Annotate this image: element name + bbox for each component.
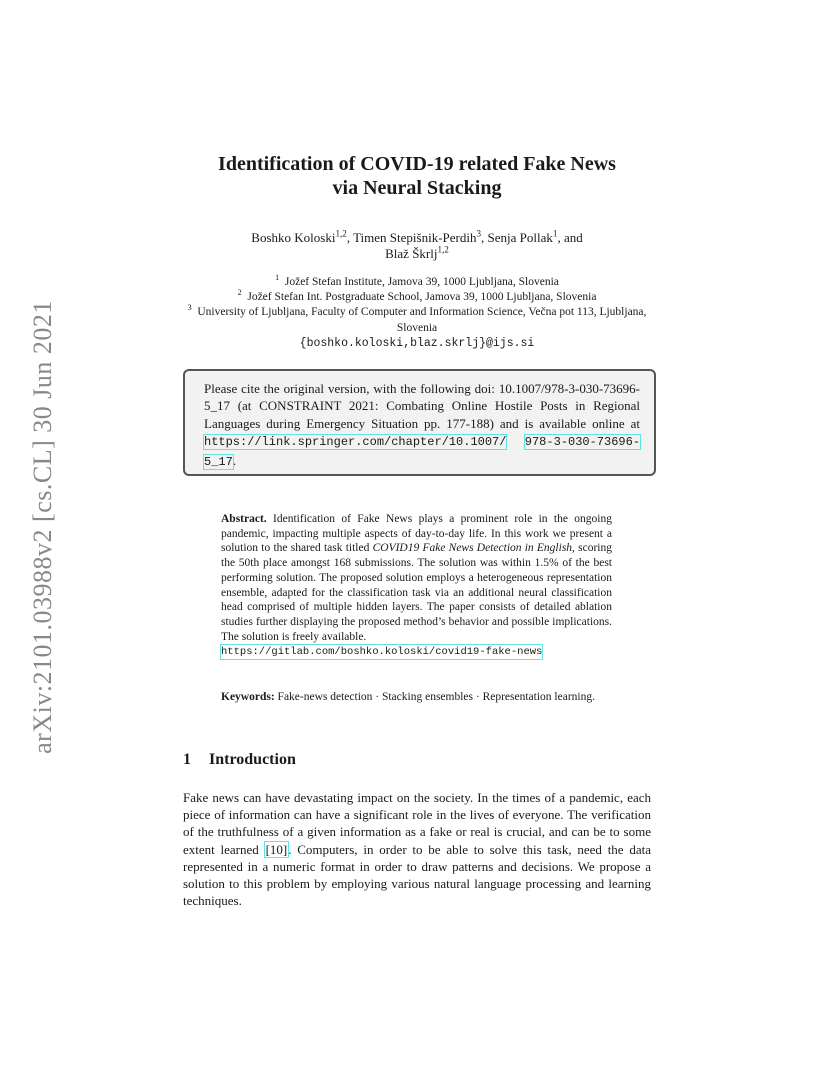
- author-list: [180, 230, 654, 262]
- affiliation-3: [170, 305, 664, 335]
- keywords: [221, 690, 612, 705]
- author-name: Boshko Koloski: [251, 230, 336, 245]
- abstract-label: Abstract.: [221, 513, 267, 525]
- citation-notice-box: [183, 369, 656, 476]
- author-name: , Timen Stepišnik-Perdih: [346, 230, 477, 245]
- affiliation-text: University of Ljubljana, Faculty of Computer and Information Science, Večna pot 113, Ljubljana, Slovenia: [197, 306, 647, 334]
- introduction-paragraph: [183, 789, 651, 909]
- abstract-text-continued: , scoring the 50th place amongst 168 submissions. The solution was within 1.5% of the best performing solution. The proposed solution employs a heterogeneous representation ensemble, adapted for the classification task via an additional neural classification head comprised of multiple hidden layers. The paper consists of detailed ablation studies further displaying the proposed method’s behavior and possible implications. The solution is freely available.: [221, 542, 613, 643]
- intro-text: Fake news can have devastating impact on the society. In the times of a pandemic, each piece of information can have a significant role in the lives of everyone. The verification of the truthfulness of a given information as a fake or real is crucial, and can be to some extent learned: [183, 790, 651, 857]
- keywords-label: Keywords:: [221, 691, 275, 703]
- author-conjunction: , and: [557, 230, 583, 245]
- section-number: 1: [183, 751, 191, 768]
- author-affil-sup: 1,2: [335, 228, 347, 239]
- abstract: [221, 512, 612, 659]
- affiliation-2: [170, 290, 664, 305]
- author-affil-sup: 3: [476, 228, 482, 239]
- affiliation-sup: 3: [187, 303, 192, 313]
- abstract-text: Identification of Fake News plays a prominent role in the ongoing pandemic, impacting multiple aspects of day-to-day life. In this work we present a solution to the shared task titled: [221, 513, 612, 555]
- reference-link[interactable]: [10]: [265, 841, 288, 857]
- affiliation-sup: 2: [237, 288, 242, 298]
- arxiv-identifier-stamp: arXiv:2101.03988v2 [cs.CL] 30 Jun 2021: [28, 300, 57, 754]
- section-heading-introduction: [183, 750, 296, 770]
- citation-notice-end: .: [232, 452, 237, 468]
- springer-link[interactable]: https://link.springer.com/chapter/10.1007/: [204, 435, 507, 450]
- paper-title: [150, 152, 684, 200]
- affiliation-1: [170, 275, 664, 290]
- intro-text-continued: . Computers, in order to be able to solve this task, need the data represented in a numeric format in order to draw patterns and decisions. We propose a solution to this problem by employing various natural language processing and learning techniques.: [183, 841, 651, 909]
- author-name: , Senja Pollak: [481, 230, 553, 245]
- title-line-2: via Neural Stacking: [332, 177, 502, 199]
- gitlab-repository-link[interactable]: https://gitlab.com/boshko.koloski/covid19-fake-news: [221, 646, 543, 659]
- affiliation-text: Jožef Stefan Institute, Jamova 39, 1000 Ljubljana, Slovenia: [284, 276, 559, 288]
- shared-task-title: COVID19 Fake News Detection in English: [372, 542, 573, 555]
- keywords-text: Fake-news detection · Stacking ensembles · Representation learning.: [274, 691, 595, 703]
- affiliations: [170, 275, 664, 351]
- citation-notice-text: Please cite the original version, with the following doi: 10.1007/978-3-030-73696-5_17 (at CONSTRAINT 2021: Combating Online Hostile Posts in Regional Languages during Emergency Situation pp. 177-188) and is available online at: [204, 381, 640, 431]
- springer-link-continued[interactable]: 978-3-030-73696-5_17: [204, 435, 640, 469]
- section-title: Introduction: [209, 751, 296, 768]
- author-emails: {boshko.koloski,blaz.skrlj}@ijs.si: [299, 336, 535, 350]
- affiliation-text: Jožef Stefan Int. Postgraduate School, Jamova 39, 1000 Ljubljana, Slovenia: [247, 291, 597, 304]
- author-affil-sup: 1,2: [437, 244, 449, 255]
- author-affil-sup: 1: [552, 228, 558, 239]
- title-line-1: Identification of COVID-19 related Fake News: [218, 153, 616, 175]
- author-line-1: [180, 230, 654, 246]
- affiliation-sup: 1: [275, 273, 280, 283]
- author-line-2: [180, 246, 654, 262]
- author-name: Blaž Škrlj: [385, 246, 438, 261]
